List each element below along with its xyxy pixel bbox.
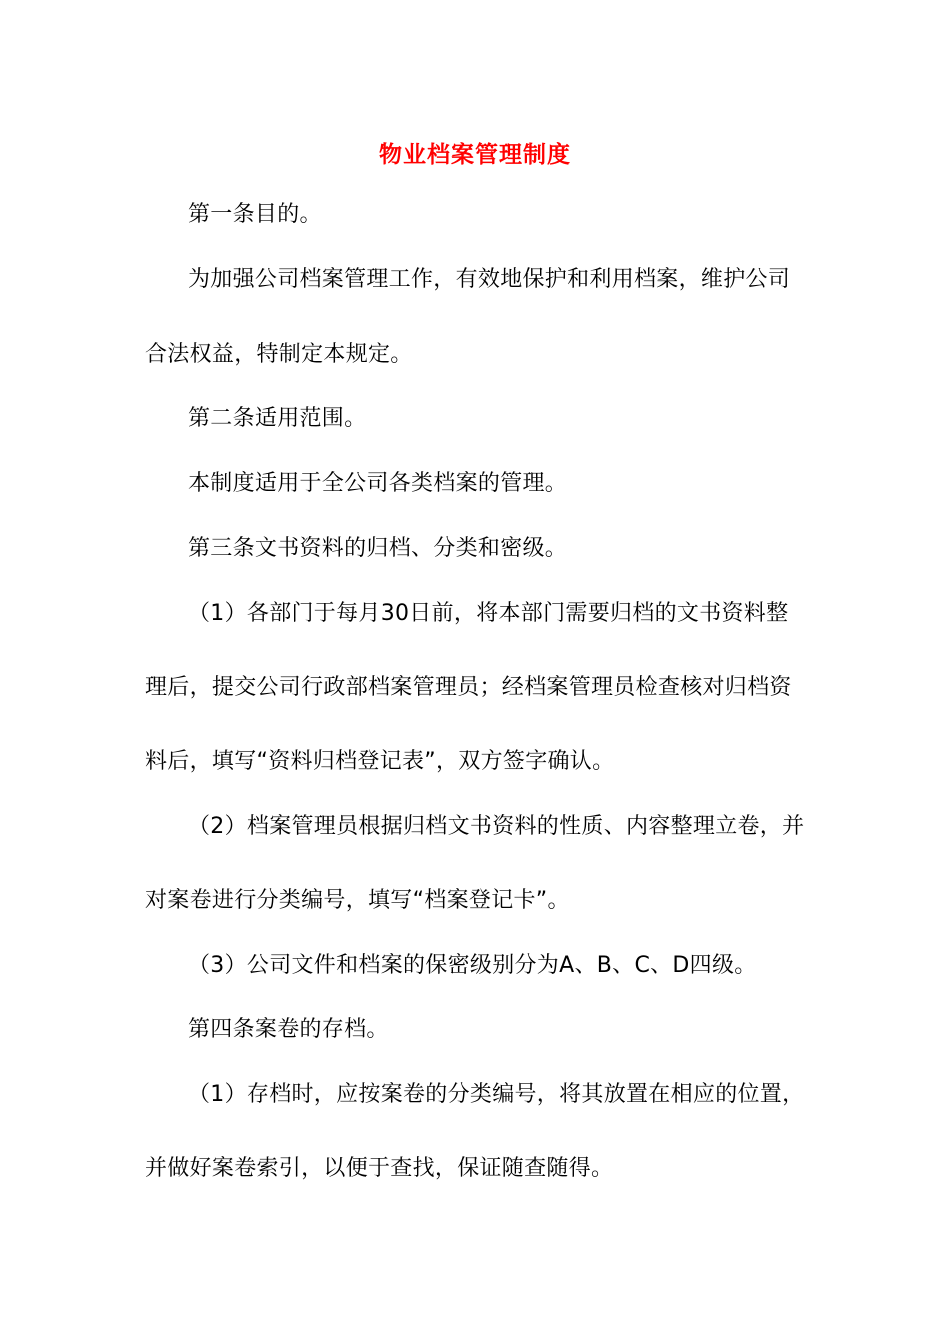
article-3-item-3: （3）公司文件和档案的保密级别分为A、B、C、D四级。 [188,953,757,978]
article-1-heading: 第一条目的。 [188,202,322,227]
article-4-heading: 第四条案卷的存档。 [188,1017,389,1042]
article-3-item-2-line-2: 对案卷进行分类编号，填写“档案登记卡”。 [145,888,570,913]
document-title: 物业档案管理制度 [379,142,571,168]
article-2-text: 本制度适用于全公司各类档案的管理。 [188,471,568,496]
article-3-item-2-line-1: （2）档案管理员根据归档文书资料的性质、内容整理立卷，并 [188,814,805,839]
article-4-item-1-line-2: 并做好案卷索引，以便于查找，保证随查随得。 [145,1156,614,1181]
article-4-item-1-line-1: （1）存档时，应按案卷的分类编号，将其放置在相应的位置， [188,1082,805,1107]
article-3-item-1-line-3: 料后，填写“资料归档登记表”，双方签字确认。 [145,749,615,774]
article-1-text-line-2: 合法权益，特制定本规定。 [145,342,413,367]
article-3-heading: 第三条文书资料的归档、分类和密级。 [188,536,568,561]
article-2-heading: 第二条适用范围。 [188,406,367,431]
article-3-item-1-line-1: （1）各部门于每月30日前，将本部门需要归档的文书资料整 [188,601,789,626]
article-1-text-line-1: 为加强公司档案管理工作，有效地保护和利用档案，维护公司 [188,267,791,292]
article-3-item-1-line-2: 理后，提交公司行政部档案管理员；经档案管理员检查核对归档资 [145,675,792,700]
